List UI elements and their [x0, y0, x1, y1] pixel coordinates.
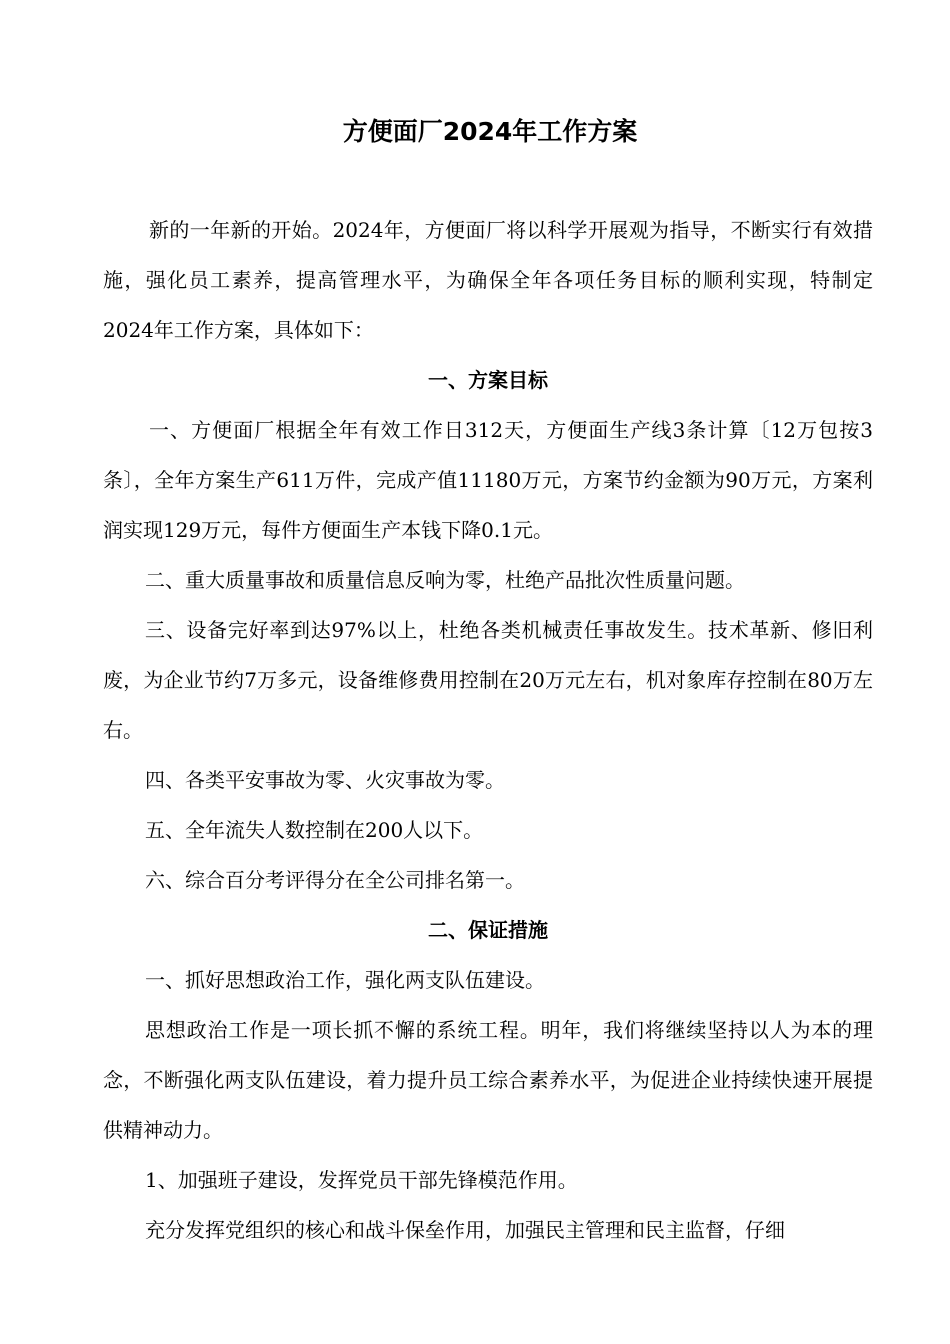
measure-item-1: 一、抓好思想政治工作，强化两支队伍建设。 — [145, 968, 545, 992]
section-heading-measures: 二、保证措施 — [428, 918, 548, 942]
goal-item-6: 六、综合百分考评得分在全公司排名第一。 — [145, 868, 525, 892]
measure-subitem-1: 1、加强班子建设，发挥党员干部先锋模范作用。 — [145, 1168, 578, 1192]
goal-item-4: 四、各类平安事故为零、火灾事故为零。 — [145, 768, 505, 792]
goal-item-2: 二、重大质量事故和质量信息反响为零，杜绝产品批次性质量问题。 — [145, 568, 745, 592]
section-heading-goals: 一、方案目标 — [428, 368, 548, 392]
intro-paragraph: 新的一年新的开始。2024年，方便面厂将以科学开展观为指导，不断实行有效措施，强化员工素养，提高管理水平，为确保全年各项任务目标的顺利实现，特制定2024年工作方案，具体如下： — [103, 218, 873, 342]
goal-item-3: 三、设备完好率到达97%以上，杜绝各类机械责任事故发生。技术革新、修旧利废，为企业节约7万多元，设备维修费用控制在20万元左右，机对象库存控制在80万左右。 — [103, 618, 873, 742]
document-body — [103, 205, 873, 1255]
goal-item-1: 一、方便面厂根据全年有效工作日312天，方便面生产线3条计算〔12万包按3条〕，全年方案生产611万件，完成产值11180万元，方案节约金额为90万元，方案利润实现129万元，每件方便面生产本钱下降0.1元。 — [103, 418, 873, 542]
document-title: 方便面厂2024年工作方案 — [342, 117, 638, 146]
measure-paragraph-1: 思想政治工作是一项长抓不懈的系统工程。明年，我们将继续坚持以人为本的理念，不断强化两支队伍建设，着力提升员工综合素养水平，为促进企业持续快速开展提供精神动力。 — [103, 1018, 873, 1142]
measure-paragraph-2: 充分发挥党组织的核心和战斗保垒作用，加强民主管理和民主监督，仔细 — [145, 1218, 785, 1242]
goal-item-5: 五、全年流失人数控制在200人以下。 — [145, 818, 484, 842]
